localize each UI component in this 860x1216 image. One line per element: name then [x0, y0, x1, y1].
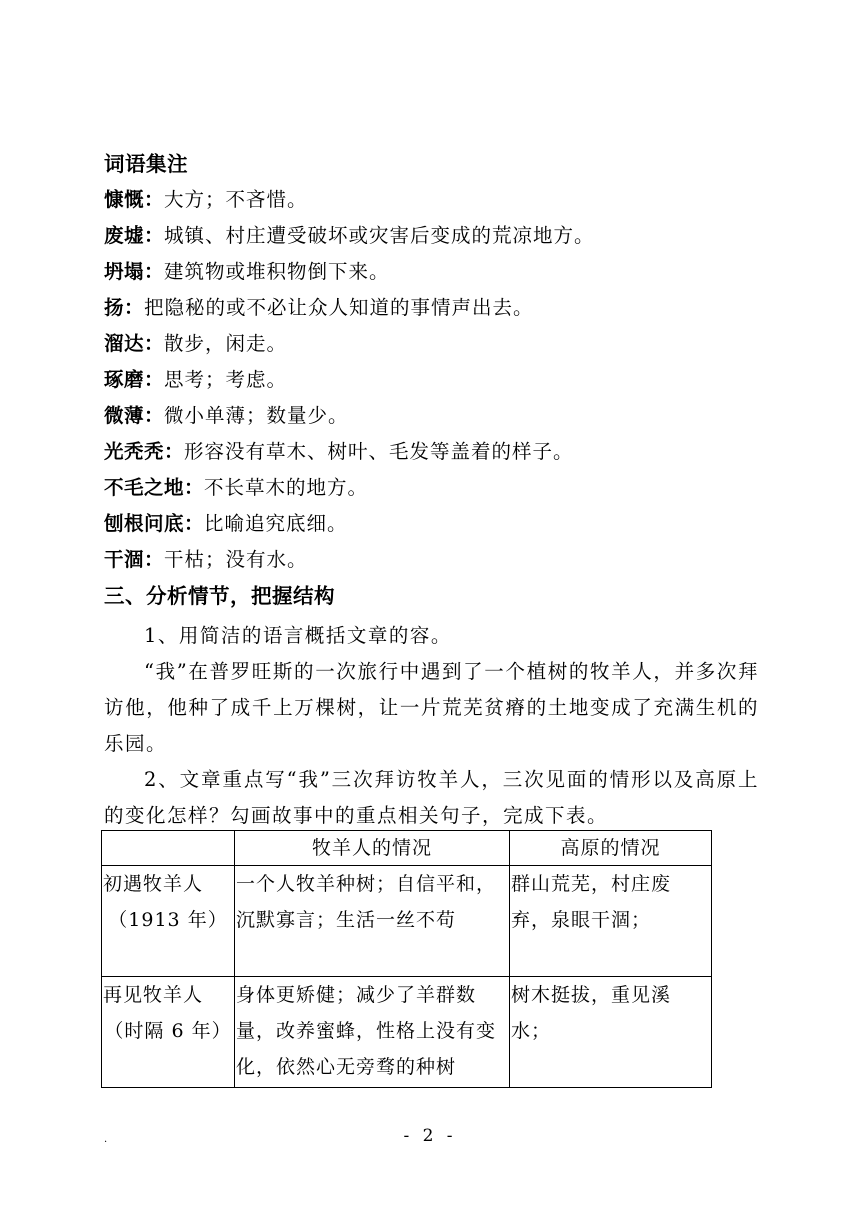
table-cell-plateau: 群山荒芜，村庄废弃，泉眼干涸；: [510, 866, 712, 977]
glossary-term: 坍塌：: [104, 260, 165, 283]
glossary-term: 废墟：: [104, 224, 165, 247]
glossary-definition: 把隐秘的或不必让众人知道的事情声出去。: [144, 296, 534, 319]
glossary-term: 溜达：: [104, 332, 165, 355]
glossary-entry: [104, 438, 574, 466]
table-cell-shepherd: 一个人牧羊种树；自信平和，沉默寡言；生活一丝不苟: [235, 866, 510, 977]
table-header-cell: 高原的情况: [510, 831, 712, 866]
glossary-definition: 不长草木的地方。: [204, 476, 369, 499]
glossary-entry: [104, 402, 349, 430]
glossary-entry: [104, 366, 287, 394]
glossary-entry: [104, 330, 287, 358]
glossary-definition: 微小单薄；数量少。: [164, 404, 349, 427]
glossary-term: 琢磨：: [104, 368, 165, 391]
glossary-entry: [104, 186, 308, 214]
glossary-term: 慷慨：: [104, 188, 165, 211]
stage-label: 再见牧羊人: [103, 984, 204, 1006]
glossary-definition: 散步，闲走。: [164, 332, 288, 355]
glossary-entry: [104, 474, 368, 502]
answer-1: “我”在普罗旺斯的一次旅行中遇到了一个植树的牧羊人，并多次拜访他，他种了成千上万棵树，让一片荒芜贫瘠的土地变成了充满生机的乐园。: [104, 660, 759, 755]
comparison-table: [101, 830, 712, 1088]
glossary-definition: 思考；考虑。: [164, 368, 288, 391]
section-heading: 三、分析情节，把握结构: [104, 584, 335, 608]
glossary-term: 扬：: [104, 296, 145, 319]
glossary-definition: 城镇、村庄遭受破坏或灾害后变成的荒凉地方。: [164, 224, 595, 247]
glossary-entry: [104, 510, 348, 538]
question-1: 1、用简洁的语言概括文章的容。: [144, 624, 452, 647]
glossary-entry: [104, 294, 534, 322]
table-row: [102, 866, 712, 977]
glossary-title: 词语集注: [104, 152, 188, 176]
stage-label: 初遇牧羊人: [103, 873, 204, 895]
glossary-definition: 比喻追究底细。: [204, 512, 348, 535]
table-header-cell: [102, 831, 235, 866]
glossary-entry: [104, 222, 595, 250]
glossary-term: 光秃秃：: [104, 440, 185, 463]
page-number: - 2 -: [403, 1126, 457, 1146]
table-cell-stage: [102, 977, 235, 1088]
table-header-cell: 牧羊人的情况: [235, 831, 510, 866]
stage-period: （1913 年）: [108, 909, 228, 931]
question-2: 2、文章重点写“我”三次拜访牧羊人，三次见面的情形以及高原上的变化怎样？勾画故事中的重点相关句子，完成下表。: [104, 768, 759, 827]
table-cell-plateau: 树木挺拔，重见溪水；: [510, 977, 712, 1088]
glossary-entry: [104, 546, 308, 574]
glossary-term: 刨根问底：: [104, 512, 205, 535]
stage-period: （时隔 6 年）: [104, 1020, 232, 1042]
table-cell-stage: [102, 866, 235, 977]
glossary-term: 微薄：: [104, 404, 165, 427]
glossary-term: 干涸：: [104, 548, 165, 571]
glossary-definition: 干枯；没有水。: [164, 548, 308, 571]
table-header-row: [102, 831, 712, 866]
footer-dot: .: [104, 1134, 108, 1145]
glossary-term: 不毛之地：: [104, 476, 205, 499]
table-row: [102, 977, 712, 1088]
glossary-definition: 建筑物或堆积物倒下来。: [164, 260, 390, 283]
glossary-definition: 大方；不吝惜。: [164, 188, 308, 211]
glossary-entry: [104, 258, 390, 286]
table-cell-shepherd: 身体更矫健；减少了羊群数量，改养蜜蜂，性格上没有变化，依然心无旁骛的种树: [235, 977, 510, 1088]
glossary-definition: 形容没有草木、树叶、毛发等盖着的样子。: [184, 440, 574, 463]
